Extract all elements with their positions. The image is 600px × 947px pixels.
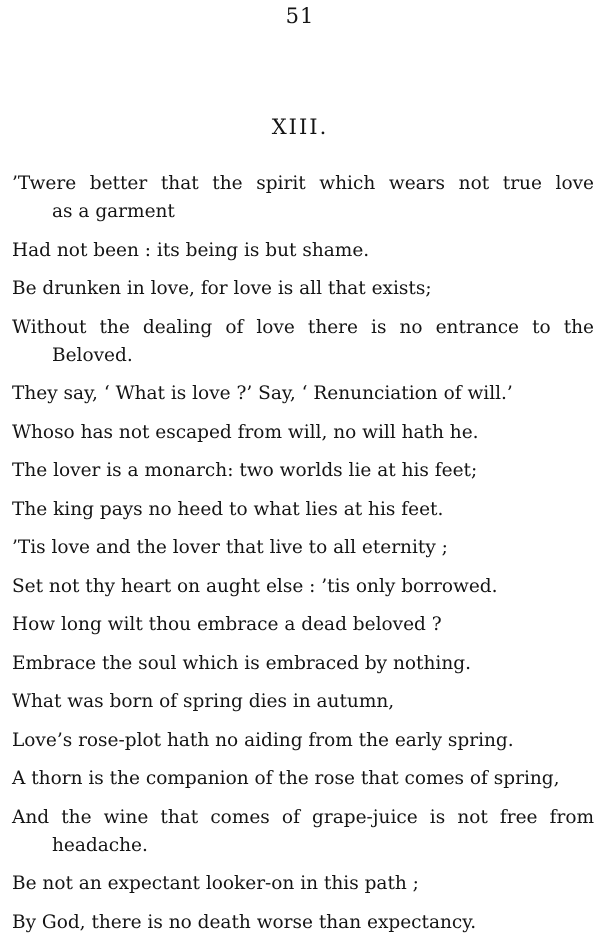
verse (12, 909, 594, 937)
poem-body (12, 170, 594, 947)
verse (12, 870, 594, 898)
verse (12, 496, 594, 524)
verse-line-continuation: as a garment (52, 201, 175, 222)
verse-line: Embrace the soul which is embraced by nothing. (12, 652, 471, 674)
verse-line-continuation: headache. (52, 834, 148, 856)
verse (12, 727, 594, 755)
verse (12, 804, 594, 860)
verse (12, 314, 594, 370)
verse (12, 534, 594, 562)
verse-line: The king pays no heed to what lies at his feet. (12, 498, 444, 520)
verse-line: Set not thy heart on aught else : ’tis only borrowed. (12, 575, 498, 597)
verse-line: A thorn is the companion of the rose that comes of spring, (12, 768, 560, 789)
verse-line: How long wilt thou embrace a dead beloved ? (12, 614, 442, 635)
verse-line: And the wine that comes of grape-juice is not free from (12, 806, 594, 828)
verse-line: Be not an expectant looker-on in this path ; (12, 873, 419, 894)
verse-line: What was born of spring dies in autumn, (12, 691, 395, 712)
verse-line: They say, ‘ What is love ?’ Say, ‘ Renunciation of will.’ (12, 383, 513, 404)
verse (12, 237, 594, 265)
verse-line: Whoso has not escaped from will, no will hath he. (12, 421, 479, 443)
page-number: 51 (285, 4, 315, 28)
section-title: XIII. (271, 115, 329, 139)
verse (12, 688, 594, 716)
verse (12, 573, 594, 601)
verse (12, 170, 594, 226)
verse-line: Had not been : its being is but shame. (12, 239, 370, 261)
verse (12, 650, 594, 678)
verse (12, 380, 594, 408)
verse (12, 419, 594, 447)
verse-line: ’Tis love and the lover that live to all eternity ; (12, 537, 448, 558)
verse-line: The lover is a monarch: two worlds lie at his feet; (12, 460, 478, 481)
verse-line: By God, there is no death worse than expectancy. (12, 911, 477, 933)
verse-line: ’Twere better that the spirit which wears not true love (12, 173, 594, 194)
verse-line: Love’s rose-plot hath no aiding from the early spring. (12, 729, 514, 751)
verse (12, 457, 594, 485)
verse (12, 275, 594, 303)
verse (12, 611, 594, 639)
verse-line: Be drunken in love, for love is all that exists; (12, 278, 432, 299)
verse-line: Without the dealing of love there is no entrance to the (12, 316, 594, 338)
verse (12, 765, 594, 793)
verse-line-continuation: Beloved. (52, 344, 133, 366)
